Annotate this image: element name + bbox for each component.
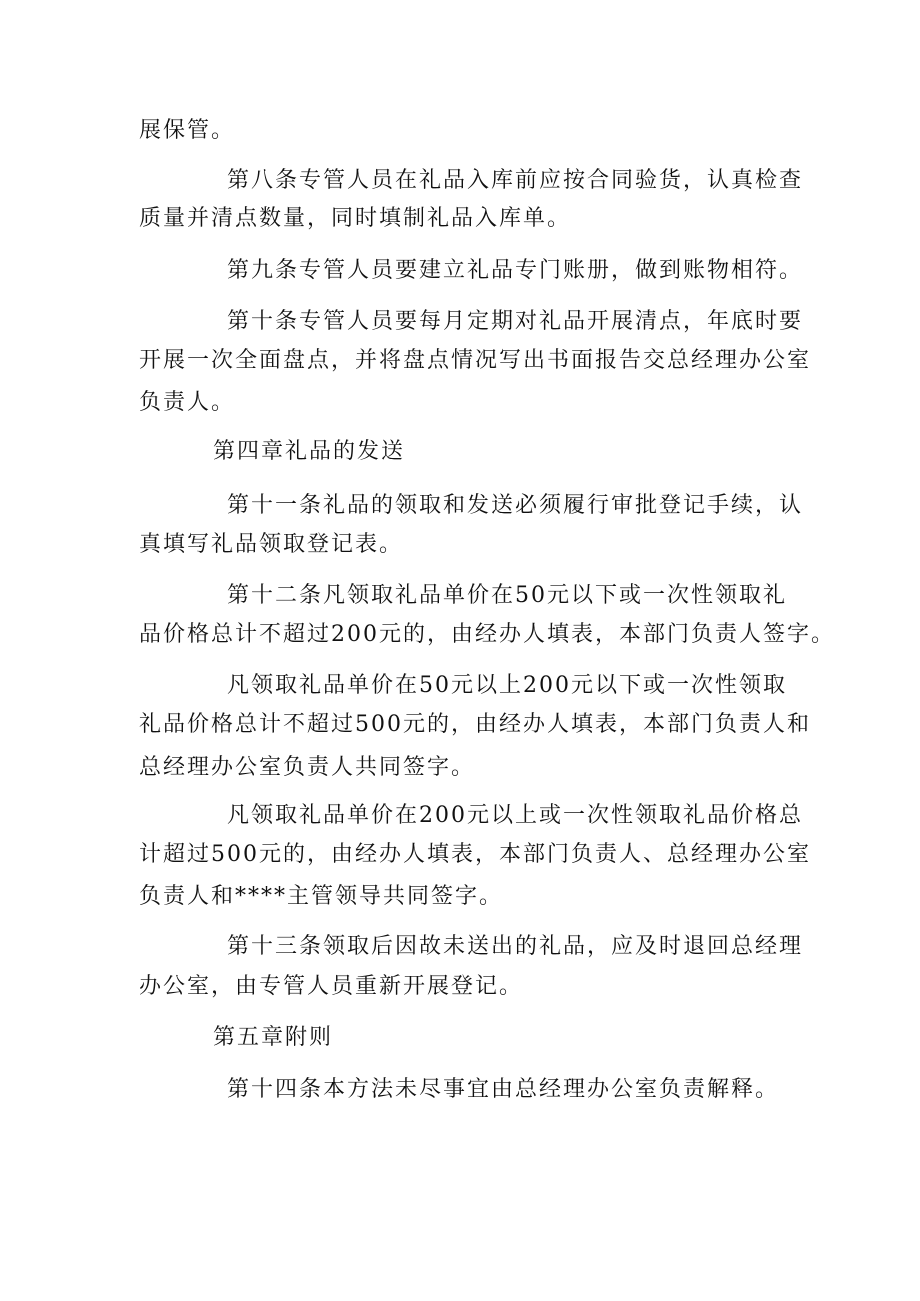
- text-line: 负责人和****主管领导共同签字。: [139, 884, 504, 909]
- text-line: 真填写礼品领取登记表。: [139, 532, 404, 557]
- text-line: 礼品价格总计不超过500元的，由经办人填表，本部门负责人和: [139, 712, 811, 737]
- text-line: 第九条专管人员要建立礼品专门账册，做到账物相符。: [227, 258, 804, 283]
- text-line: 凡领取礼品单价在50元以上200元以下或一次性领取: [227, 673, 787, 698]
- text-line: 第十三条领取后因故未送出的礼品，应及时退回总经理: [227, 934, 804, 959]
- text-line: 展保管。: [139, 118, 236, 143]
- chapter-heading: 第四章礼品的发送: [213, 439, 406, 464]
- text-line: 质量并清点数量，同时填制礼品入库单。: [139, 206, 572, 231]
- text-line: 第十二条凡领取礼品单价在50元以下或一次性领取礼: [227, 583, 787, 608]
- text-line: 总经理办公室负责人共同签字。: [139, 755, 476, 780]
- text-line: 第十一条礼品的领取和发送必须履行审批登记手续，认: [227, 493, 804, 518]
- text-line: 负责人。: [139, 390, 236, 415]
- chapter-heading: 第五章附则: [213, 1025, 334, 1050]
- text-line: 第十四条本方法未尽事宜由总经理办公室负责解释。: [227, 1077, 780, 1102]
- text-line: 第八条专管人员在礼品入库前应按合同验货，认真检查: [227, 168, 804, 193]
- text-line: 办公室，由专管人员重新开展登记。: [139, 974, 524, 999]
- text-line: 计超过500元的，由经办人填表，本部门负责人、总经理办公室: [139, 842, 811, 867]
- text-line: 开展一次全面盘点，并将盘点情况写出书面报告交总经理办公室: [139, 348, 812, 373]
- text-line: 第十条专管人员要每月定期对礼品开展清点，年底时要: [227, 309, 804, 334]
- text-line: 品价格总计不超过200元的，由经办人填表，本部门负责人签字。: [139, 622, 835, 647]
- text-line: 凡领取礼品单价在200元以上或一次性领取礼品价格总: [227, 803, 803, 828]
